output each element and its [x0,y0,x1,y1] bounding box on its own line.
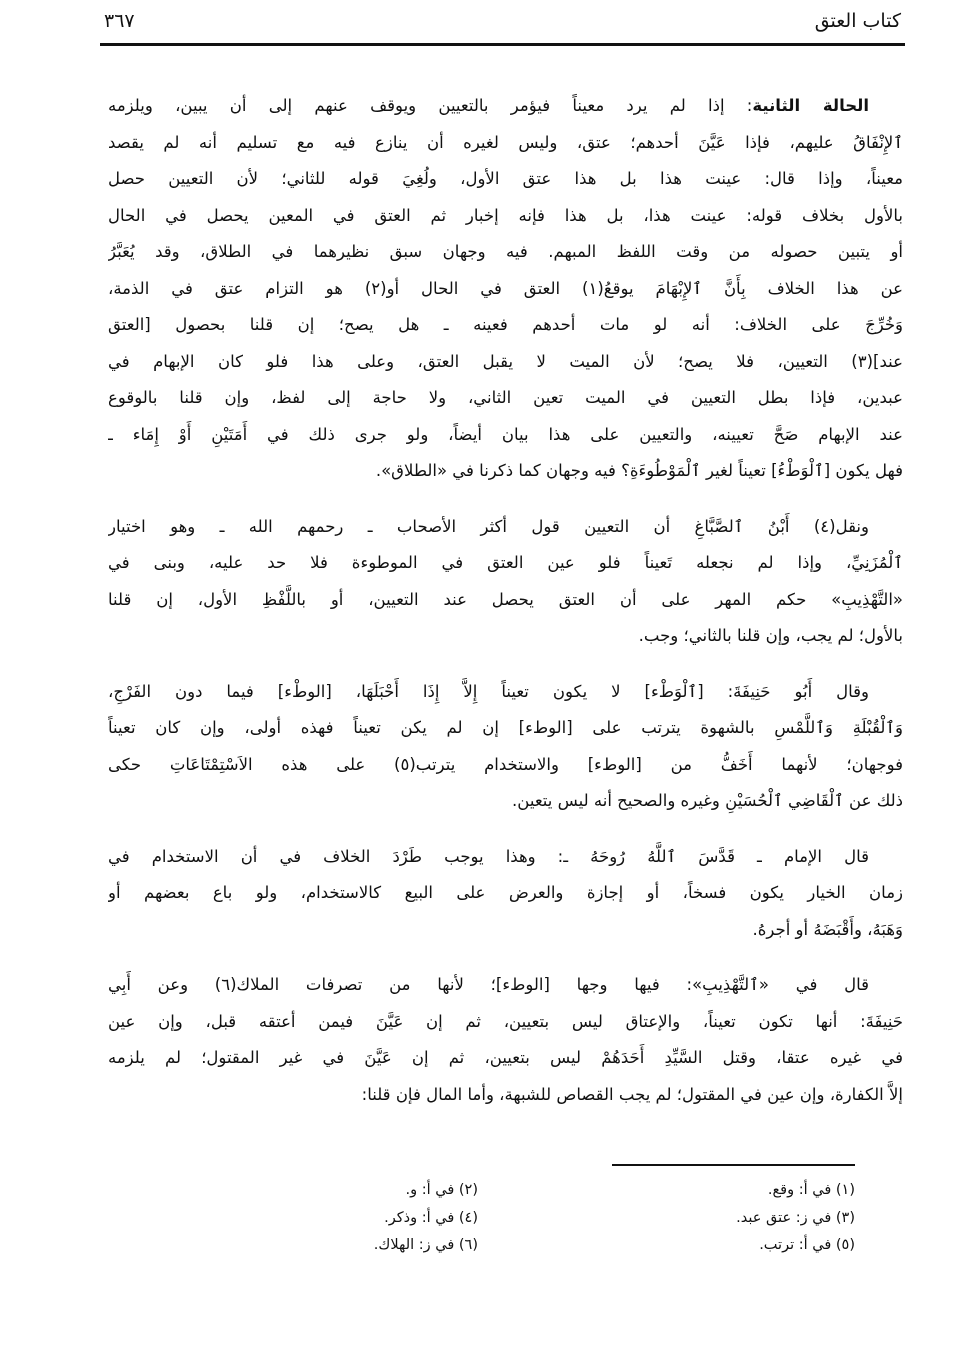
text-line [108,380,903,417]
paragraph [108,509,903,655]
footnote-rule [612,1164,855,1166]
footnote: (٥) في أ: ترتب. [759,1237,855,1253]
paragraph-heading: الحالة الثانية [752,96,870,115]
paragraph [108,967,903,1113]
text-line [108,125,903,162]
text-line [108,674,903,711]
text-line [108,307,903,344]
text-line [108,618,903,655]
text-line [108,783,903,820]
line-text: عند](٣) التعيين، فلا يصح؛ لأن الميت لا يقبل العتق، وعلى هذا فلو كان الإبهام في [108,351,903,371]
paragraph [108,88,903,490]
paragraph [108,674,903,820]
line-text: زمان الخيار يكون فسخاً، أو إجازة والعرض على البيع كالاستخدام، ولو باع بعضهم أو [108,883,903,902]
line-text: بالأول؛ لم يجب، وإن قلنا بالثاني؛ وجب. [638,626,903,645]
line-text: معيناً، وإذا قال: عينت هذا بل هذا عتق الأول، ولُغِيَ قوله للثاني؛ لأن التعيين حصل [108,169,903,188]
line-text: ونقل(٤) أَبْنُ ٱلصَّبَّاغِ أن التعيين قول أكثر الأصحاب ـ رحمهم الله ـ وهو اختيار [108,516,869,536]
text-line [108,747,903,784]
footnote: (٤) في أ: وذكر. [384,1209,478,1226]
main-text [108,88,903,1132]
text-line [108,582,903,619]
text-line [108,344,903,381]
line-text: وَٱلْقُبْلَةِ وَٱللَّمْسِ بالشهوة يترتب على [الوطء] إن لم يكن تعيناً فهذه أولى، وإن كان تعيناً [108,718,903,737]
footnote: (١) في أ: وقع. [767,1182,855,1198]
line-text: فهل يكون [ٱلْوَطْءُ] تعيناً لغير ٱلْمَوْطُوءَةِ؟ فيه وجهان كما ذكرنا في «الطلاق». [375,461,903,480]
line-text: قال الإمام ـ قَدَّسَ ٱللَّهُ رُوحَهُ ـ: وهذا يوجب طَرْدَ الخلاف في أن الاستخدام في [108,846,869,866]
text-line [108,234,903,271]
footnote: (٣) في ز: عتق عبد. [736,1209,855,1226]
line-text: بالأول بخلاف قوله: عينت هذا، بل هذا فإنه إخبار ثم العتق في المعين يحصل في الحال [108,205,903,225]
line-text: ذلك عن ٱلْقَاضِي ٱلْحُسَيْنِ وغيره والصحيح أنه ليس يتعين. [512,791,903,810]
text-line [108,88,903,125]
line-text: حَنِيفَةَ: أنها تكون تعيناً، والإعتاق ليس بتعيين، ثم إن عَيَّنَ فيمن أعتقه قبل، وإن عين [108,1011,903,1031]
running-header-title: كتاب العتق [814,10,901,32]
text-line [108,1077,903,1114]
line-text: عند الإبهام صَحَّ تعيينه، والتعيين على هذا بيان أيضاً، ولو جرى ذلك في أَمَتَيْنِ أَوْ إِمَاء ـ [108,424,903,444]
text-line [108,1040,903,1077]
line-text: أو يتبين حصوله من وقت اللفظ المبهم. فيه وجهان سبق نظيرهما في الطلاق، وقد يُعَبَّرُ [108,242,903,261]
text-line [108,912,903,949]
text-line [108,509,903,546]
line-text: في غيره عتقا، وقتل السَّيِّدِ أَحَدَهُمْ ليس بتعيين، ثم إن عَيَّنَ في غير المقتول؛ لم يلزمه [108,1048,903,1067]
text-line [108,545,903,582]
line-text: وقال أَبُو حَنِيفَةَ: [ٱلْوَطْء] لا يكون تعيناً إِلاَّ إِذَا أَحْبَلَهَا، [الوطْء] فيما دون الفَرْجِ، [108,681,869,701]
text-line [108,967,903,1004]
line-text: إلاَّ الكفارة، وإن عين في المقتول؛ لم يجب القصاص للشبهة، وأما المال فإن قلنا: [361,1084,903,1104]
text-line [108,161,903,198]
text-line [108,839,903,876]
text-line [108,417,903,454]
line-text: ٱلْمُزَنِيِّ، وإذا لم نجعله تَعيناً فلو عين العتق في الموطوءة فلا حد عليه، وبنى في [108,553,903,572]
text-line [108,271,903,308]
line-text: فوجهان؛ لأنهما أَخَفُّ من [الوطء] والاستخدام يترتب(٥) على هذه الاَسْتِمْتَاعَاتِ حكى [108,754,903,774]
line-text: قال في «ٱلتَّهْذِيبِ»: فيها وجها [الوطء]؛ لأنها من تصرفات الملاك(٦) وعن أَبِي [108,975,869,994]
text-line [108,453,903,490]
footnote: (٦) في ز: الهلاك. [373,1237,478,1253]
text-line [108,710,903,747]
line-text: وَخُرِّجَ على الخلاف: أنه لو مات أحدهم فعينه ـ هل يصح؛ إن قلنا بحصول [العتق [108,315,903,334]
text-line [108,198,903,235]
text-line [108,1004,903,1041]
line-text: : إذا لم يرد معيناً فيؤمر بالتعيين ويوقف عنهم إلى أن يبين، ويلزمه [108,96,753,115]
text-line [108,875,903,912]
page-number: ٣٦٧ [104,10,135,32]
line-text: «التَّهْذِيبِ» حكم المهر على أن العتق يحصل عند التعيين، أو باللَّفْظِ الأول، إن قلنا [108,589,903,609]
line-text: ٱلإِنْفَاقُ عليهم، فإذا عَيَّنَ أحدهم؛ عتق، وليس لغيره أن ينازع فيه مع تسليم أنه لم يقصد [108,132,903,152]
header-rule [100,43,905,46]
paragraph [108,839,903,949]
line-text: وَهَبَهُ، وأَقْبَضَهُ أو أجرهُ. [752,919,903,939]
footnote: (٢) في أ: و. [405,1182,478,1198]
line-text: عن هذا الخلاف بِأَنَّ ٱلإِبْهَامَ يوقعُ(١) العتق في الحال أو(٢) هو التزام عتق في الذمة، [108,278,903,298]
line-text: عبدين، فإذا بطل التعيين في الميت تعين الثاني، ولا حاجة إلى لفظ، وإن قلنا بالوقوع [108,388,903,407]
